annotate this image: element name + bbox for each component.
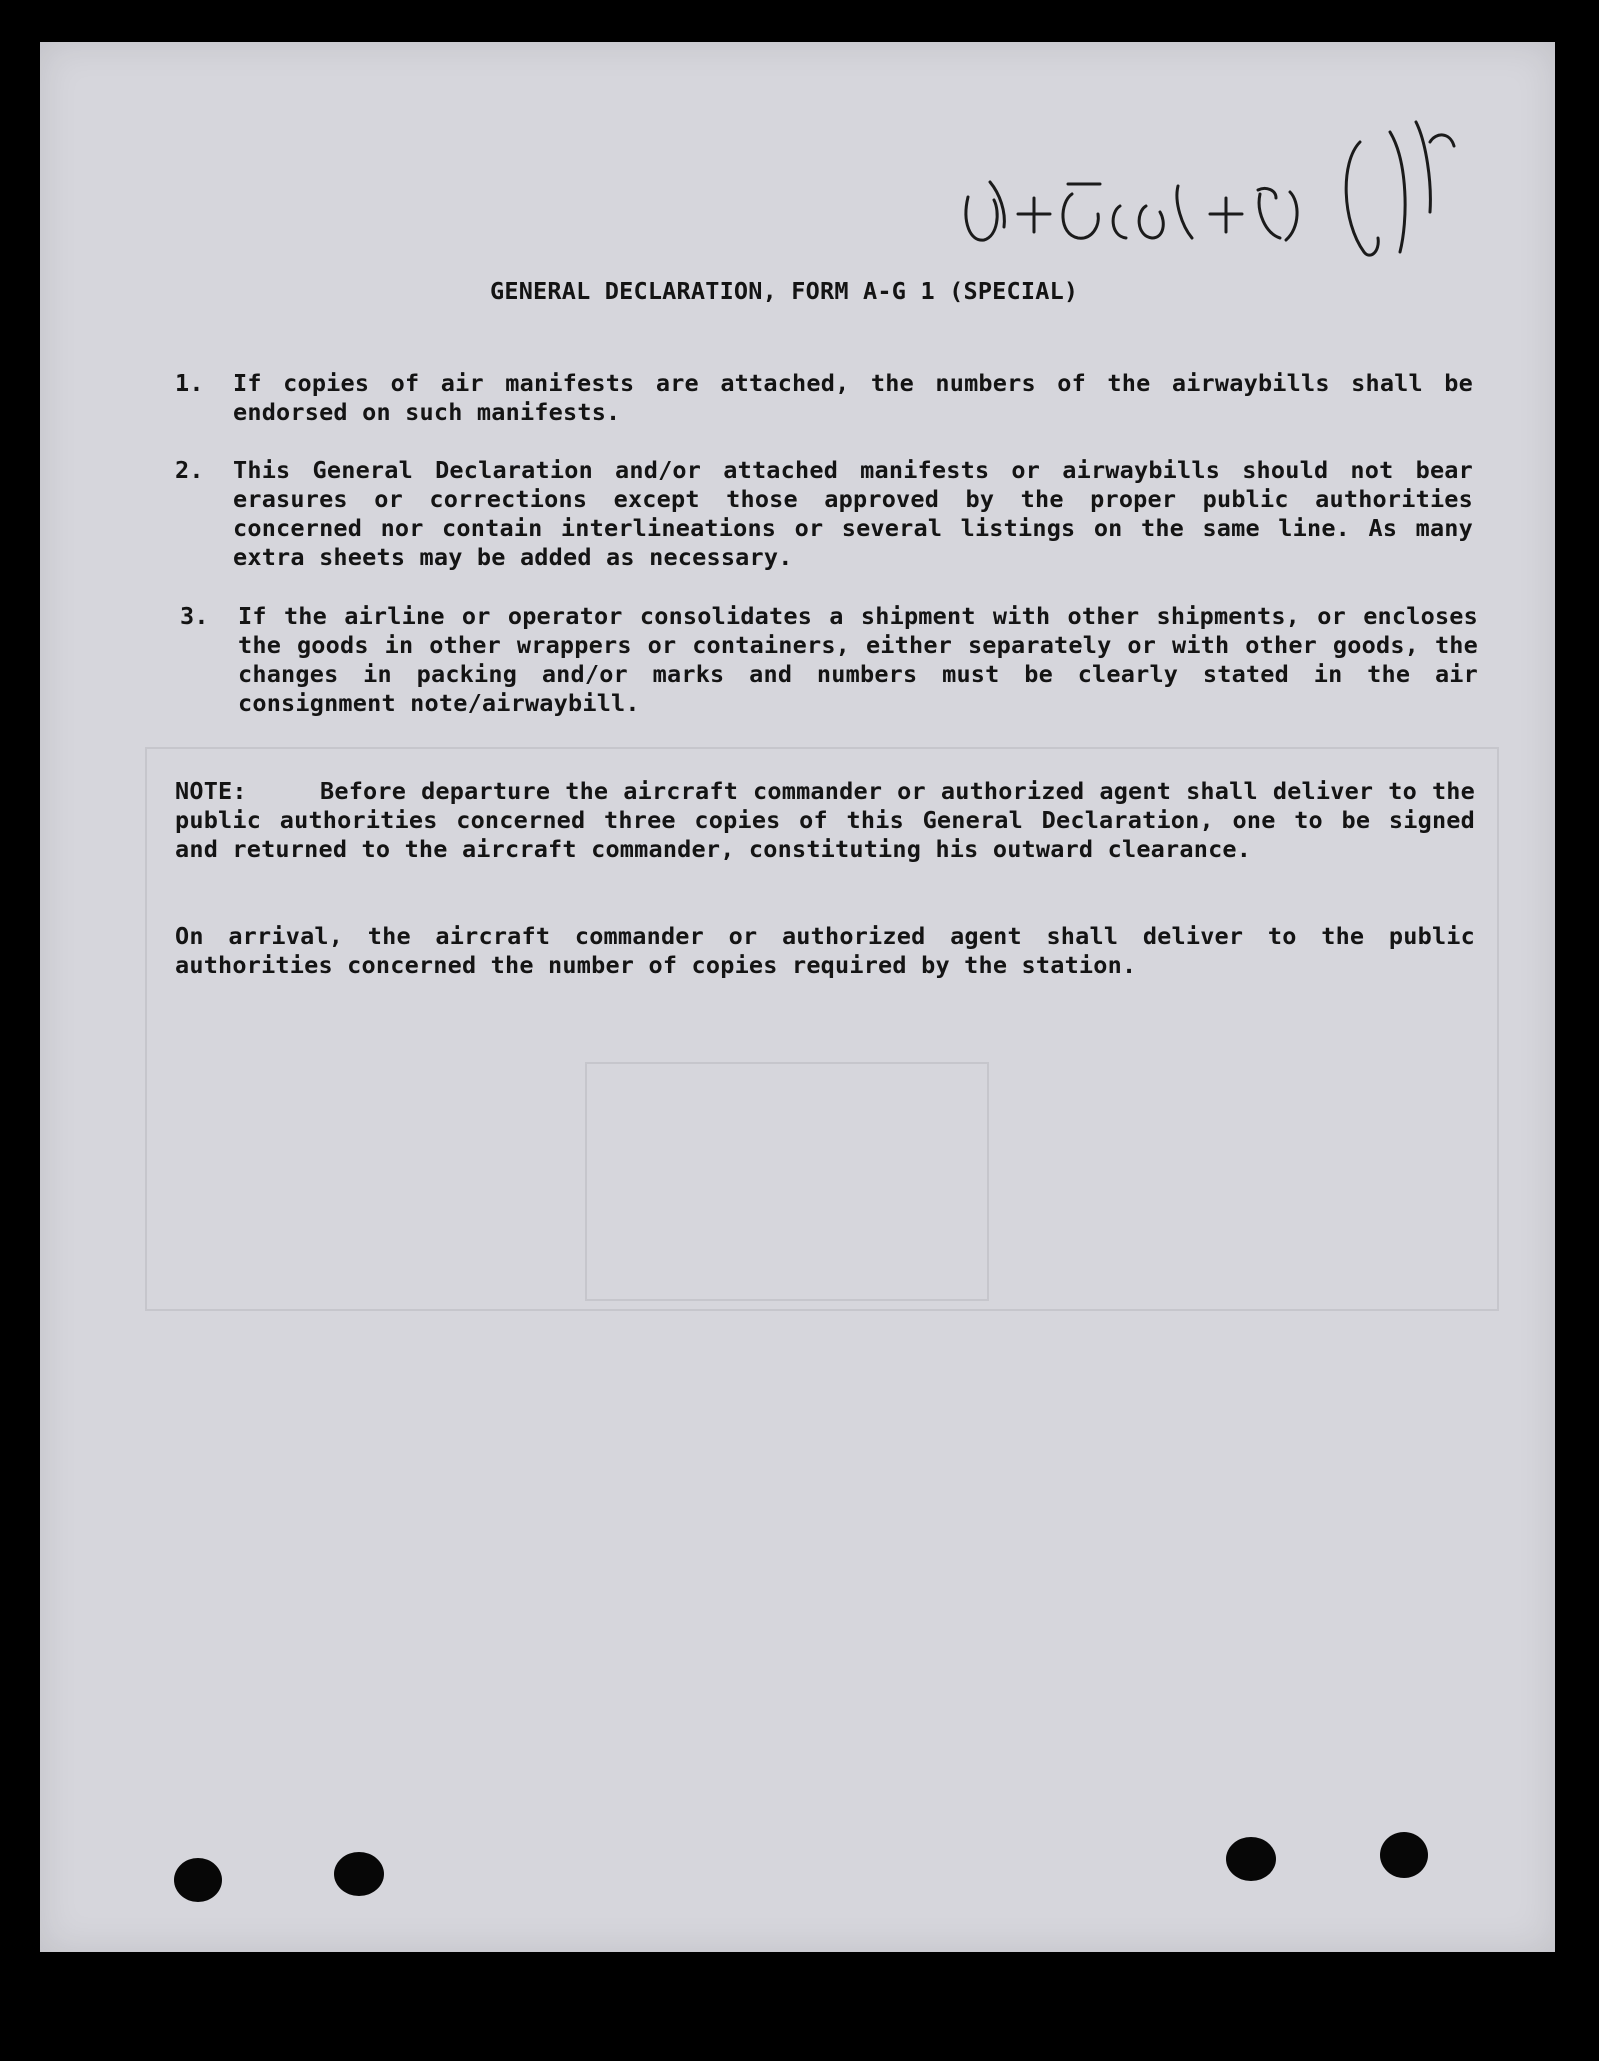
- punch-hole-left-2: [334, 1852, 384, 1896]
- list-item-number: 2.: [175, 456, 204, 484]
- note-label: NOTE:: [175, 777, 247, 805]
- note-text: Before departure the aircraft commander or authorized agent shall deliver to the public authorities concerned three copies of this General Declaration, one to be signed and returned to the aircraft commander, constituting his outward clearance.: [175, 777, 1475, 863]
- list-item-number: 3.: [180, 602, 209, 630]
- arrival-text: On arrival, the aircraft commander or authorized agent shall deliver to the public authorities concerned the number of copies required by the station.: [175, 922, 1475, 979]
- punch-hole-right-2: [1380, 1832, 1428, 1878]
- list-item-text: This General Declaration and/or attached manifests or airwaybills should not bear erasures or corrections except those approved by the proper public authorities concerned nor contain interlineations or several listings on the same line. As many extra sheets may be added as necessary.: [233, 456, 1473, 571]
- document-page: [40, 42, 1555, 1952]
- note-paragraph: [175, 777, 1475, 864]
- page-title: GENERAL DECLARATION, FORM A-G 1 (SPECIAL): [490, 277, 1079, 305]
- handwritten-annotation: [960, 102, 1460, 272]
- list-item-3: [175, 602, 1478, 722]
- list-item-text: If copies of air manifests are attached, the numbers of the airwaybills shall be endorsed on such manifests.: [233, 369, 1473, 426]
- punch-hole-left-1: [174, 1858, 222, 1902]
- punch-hole-right-1: [1226, 1837, 1276, 1881]
- list-item-1: [175, 369, 1475, 429]
- list-item-2: [175, 456, 1475, 576]
- bleed-through-inner-box: [585, 1062, 989, 1301]
- list-item-text: If the airline or operator consolidates a shipment with other shipments, or encloses the goods in other wrappers or containers, either separately or with other goods, the changes in packing and/or marks and numbers must be clearly stated in the air consignment note/airwaybill.: [238, 602, 1478, 717]
- list-item-number: 1.: [175, 369, 204, 397]
- arrival-paragraph: [175, 922, 1475, 980]
